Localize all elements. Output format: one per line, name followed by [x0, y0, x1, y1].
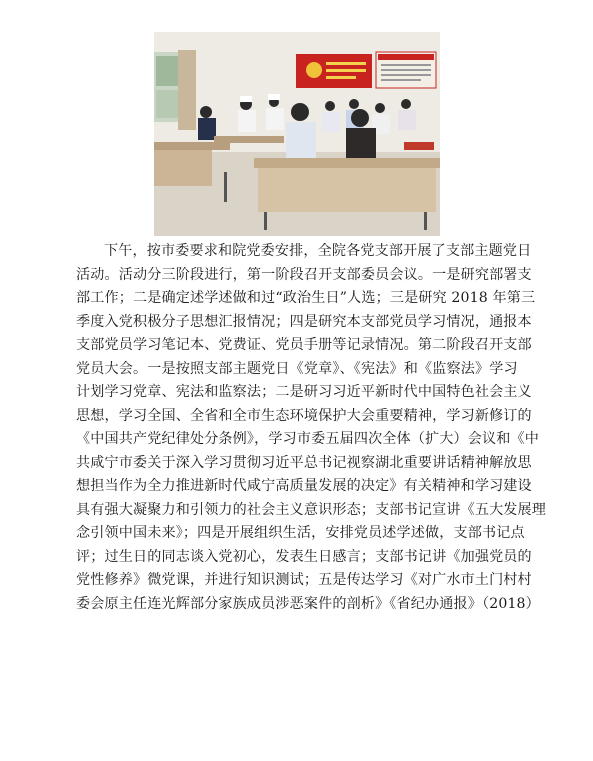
paragraph-line: 想担当作为全力推进新时代咸宁高质量发展的决定》有关精神和学习建设 [76, 478, 532, 494]
paragraph-line: 支部党员学习笔记本、党费证、党员手册等记录情况。第二阶段召开支部 [76, 337, 532, 353]
paragraph-line: 思想，学习全国、全省和全市生态环境保护大会重要精神，学习新修订的 [76, 407, 532, 424]
paragraph-line: 计划学习党章、宪法和监察法；二是研习习近平新时代中国特色社会主义 [76, 384, 532, 400]
paragraph-line: 念引领中国未来》；四是开展组织生活，安排党员述学述做，支部书记点 [76, 525, 525, 541]
paragraph-line: 下午，按市委要求和院党委安排，全院各党支部开展了支部主题党日 [104, 243, 532, 259]
paragraph-line: 党性修养》微党课，并进行知识测试；五是传达学习《对广水市土门村村 [76, 572, 532, 588]
meeting-photo [154, 32, 440, 236]
paragraph-line: 《中国共产党纪律处分条例》，学习市委五届四次全体（扩大）会议和《中 [76, 431, 539, 447]
paragraph-line: 部工作；二是确定述学述做和过“政治生日”人选；三是研究 2018 年第三 [76, 290, 536, 306]
paragraph-line: 具有强大凝聚力和引领力的社会主义意识形态；支部书记宣讲《五大发展理 [76, 501, 547, 518]
paragraph-line: 评；过生日的同志谈入党初心，发表生日感言；支部书记讲《加强党员的 [76, 548, 532, 565]
paragraph-line: 共咸宁市委关于深入学习贯彻习近平总书记视察湖北重要讲话精神解放思 [76, 454, 532, 471]
body-paragraph [76, 240, 547, 616]
paragraph-line: 季度入党积极分子思想汇报情况；四是研究本支部党员学习情况，通报本 [76, 313, 532, 330]
paragraph-line: 活动。活动分三阶段进行，第一阶段召开支部委员会议。一是研究部署支 [76, 266, 532, 283]
paragraph-line: 委会原主任连光辉部分家族成员涉恶案件的剖析》《省纪办通报》（2018） [76, 595, 540, 612]
paragraph-line: 党员大会。一是按照支部主题党日《党章》、《宪法》和《监察法》学习 [76, 360, 518, 377]
